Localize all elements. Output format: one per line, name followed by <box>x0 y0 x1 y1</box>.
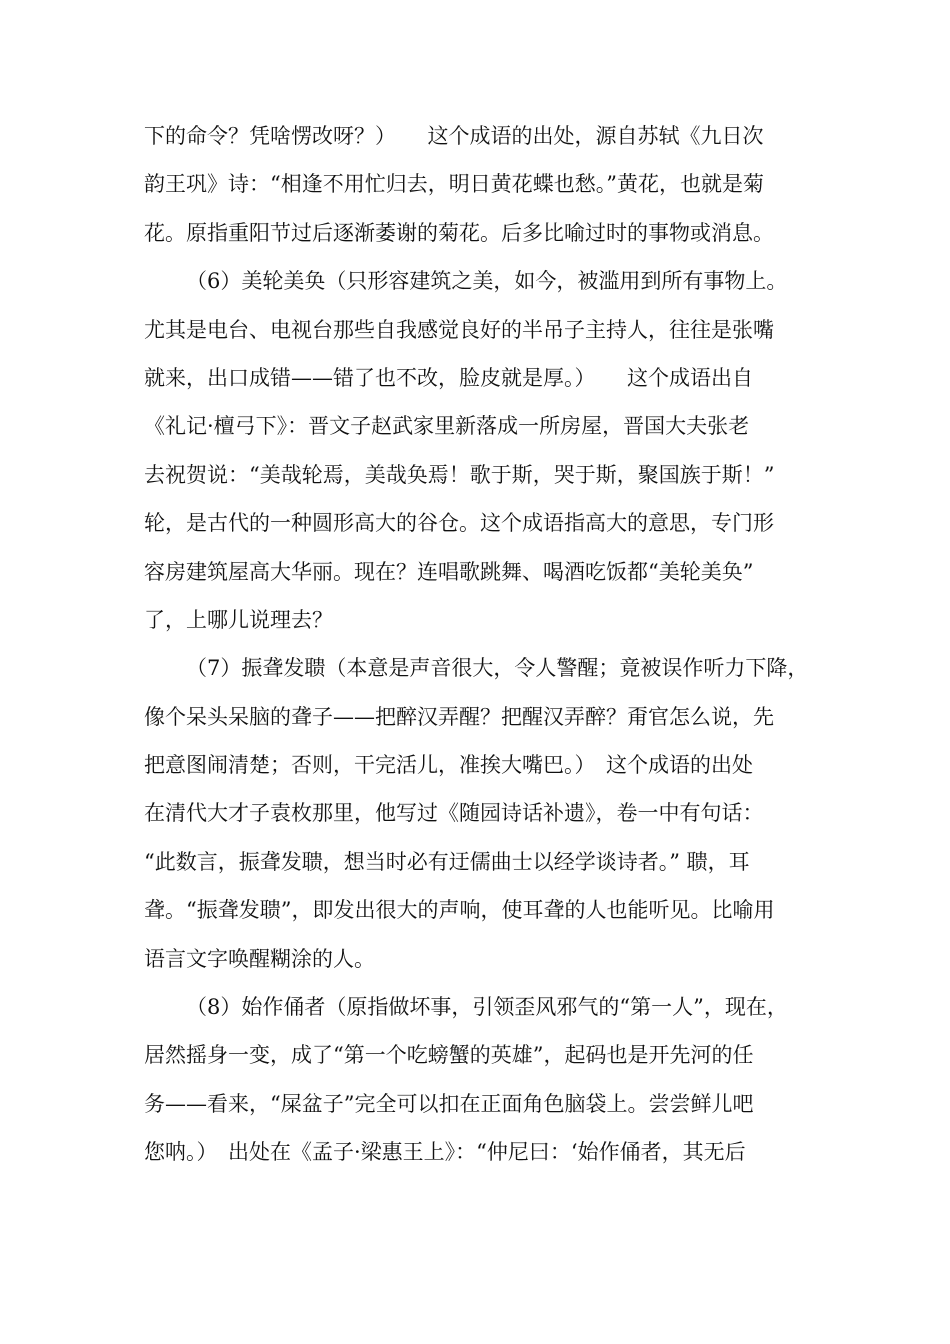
paragraph-8-start: （8）始作俑者（原指做坏事，引领歪风邪气的“第一人”，现在， <box>186 995 788 1020</box>
text-line: 务——看来，“屎盆子”完全可以扣在正面角色脑袋上。尝尝鲜儿吧 <box>144 1091 754 1116</box>
text-line: 尤其是电台、电视台那些自我感觉良好的半吊子主持人，往往是张嘴 <box>144 317 774 342</box>
text-line: 去祝贺说：“美哉轮焉，美哉奂焉！歌于斯，哭于斯，聚国族于斯！” <box>144 462 775 487</box>
text-line: 轮，是古代的一种圆形高大的谷仓。这个成语指高大的意思，专门形 <box>144 511 774 536</box>
text-line: 像个呆头呆脑的聋子——把醉汉弄醒？把醒汉弄醉？甭官怎么说，先 <box>144 704 774 729</box>
text-line: 《礼记·檀弓下》：晋文子赵武家里新落成一所房屋，晋国大夫张老 <box>144 414 750 439</box>
text-line: 了，上哪儿说理去？ <box>144 607 333 632</box>
paragraph-7-start: （7）振聋发聩（本意是声音很大，令人警醒；竟被误作听力下降， <box>186 656 809 681</box>
text-line: 花。原指重阳节过后逐渐萎谢的菊花。后多比喻过时的事物或消息。 <box>144 220 774 245</box>
text-line: “此数言，振聋发聩，想当时必有迂儒曲士以经学谈诗者。” 聩，耳 <box>144 849 750 874</box>
text-line: 在清代大才子袁枚那里，他写过《随园诗话补遗》，卷一中有句话： <box>144 801 764 826</box>
text-line: 聋。“振聋发聩”，即发出很大的声响，使耳聋的人也能听见。比喻用 <box>144 898 775 923</box>
text-line: 容房建筑屋高大华丽。现在？连唱歌跳舞、喝酒吃饭都“美轮美奂” <box>144 559 754 584</box>
text-line: 您呐。） 出处在《孟子·梁惠王上》：“仲尼曰：‘始作俑者，其无后 <box>144 1140 746 1165</box>
text-line: 居然摇身一变，成了“第一个吃螃蟹的英雄”，起码也是开先河的任 <box>144 1043 754 1068</box>
text-line: 语言文字唤醒糊涂的人。 <box>144 946 375 971</box>
document-body <box>144 112 810 1177</box>
paragraph-6-start: （6）美轮美奂（只形容建筑之美，如今，被滥用到所有事物上。 <box>186 269 788 294</box>
text-line: 下的命令？凭啥愣改呀？） 这个成语的出处，源自苏轼《九日次 <box>144 124 764 148</box>
text-line: 就来，出口成错——错了也不改，脸皮就是厚。） 这个成语出自 <box>144 365 753 390</box>
text-line: 把意图闹清楚；否则，干完活儿，准挨大嘴巴。） 这个成语的出处 <box>144 753 753 778</box>
text-line: 韵王巩》诗：“相逢不用忙归去，明日黄花蝶也愁。”黄花，也就是菊 <box>144 172 764 197</box>
